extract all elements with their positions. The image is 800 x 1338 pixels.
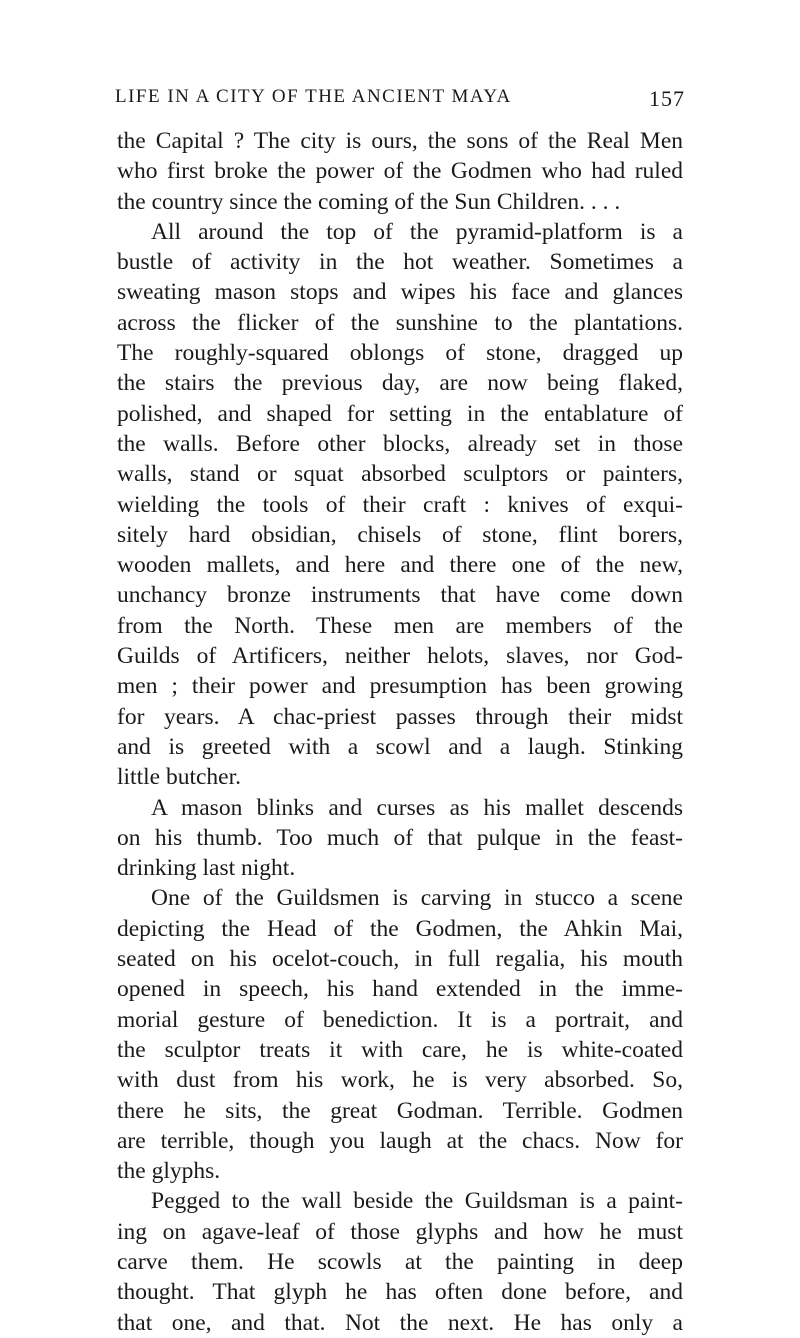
text-line: polished, and shaped for setting in the entablature of [117,400,683,427]
text-line: and is greeted with a scowl and a laugh. Stinking [117,733,683,760]
text-line: the glyphs. [117,1158,221,1185]
text-line: the sculptor treats it with care, he is white-coated [117,1036,683,1063]
text-line: One of the Guildsmen is carving in stucco a scene [151,885,683,912]
text-line: sitely hard obsidian, chisels of stone, flint borers, [117,521,683,548]
body-text [117,126,683,1338]
text-line: men ; their power and presumption has been growing [117,673,683,700]
text-line: The roughly-squared oblongs of stone, dragged up [117,340,683,367]
text-line: morial gesture of benediction. It is a portrait, and [117,1006,683,1033]
text-line: A mason blinks and curses as his mallet descends [151,794,683,821]
page-number: 157 [649,86,685,111]
text-line: depicting the Head of the Godmen, the Ahkin Mai, [117,915,683,942]
text-line: the walls. Before other blocks, already set in those [117,430,683,457]
text-line: thought. That glyph he has often done before, and [117,1279,683,1306]
text-line: ing on agave-leaf of those glyphs and how he must [117,1218,683,1245]
text-line: are terrible, though you laugh at the chacs. Now for [117,1127,683,1154]
text-line: bustle of activity in the hot weather. Sometimes a [117,249,683,276]
text-line: opened in speech, his hand extended in the imme- [117,976,683,1003]
text-line: the Capital ? The city is ours, the sons of the Real Men [117,128,683,154]
text-line: walls, stand or squat absorbed sculptors or painters, [117,461,683,488]
text-line: drinking last night. [117,855,296,882]
text-line: wooden mallets, and here and there one of the new, [117,552,683,579]
running-head [115,86,685,116]
text-line: who first broke the power of the Godmen who had ruled [117,158,683,185]
text-line: carve them. He scowls at the painting in deep [117,1248,683,1275]
text-line: sweating mason stops and wipes his face and glances [117,279,683,306]
text-line: Guilds of Artificers, neither helots, slaves, nor God- [117,643,683,670]
text-line: with dust from his work, he is very absorbed. So, [117,1067,683,1094]
text-line: All around the top of the pyramid-platform is a [151,218,683,245]
text-line: for years. A chac-priest passes through their midst [117,703,683,730]
text-line: the stairs the previous day, are now being flaked, [117,370,683,397]
text-line: across the flicker of the sunshine to the plantations. [117,309,683,336]
running-title: LIFE IN A CITY OF THE ANCIENT MAYA [115,86,512,107]
text-line: the country since the coming of the Sun Children. . . . [117,188,621,215]
text-line: from the North. These men are members of the [117,612,683,639]
text-line: little butcher. [117,764,241,791]
text-line: unchancy bronze instruments that have come down [117,582,683,609]
text-line: that one, and that. Not the next. He has only a [117,1309,683,1336]
text-line: Pegged to the wall beside the Guildsman is a paint- [151,1188,683,1215]
text-line: there he sits, the great Godman. Terrible. Godmen [117,1097,683,1124]
text-line: wielding the tools of their craft : knives of exqui- [117,491,683,518]
text-line: seated on his ocelot-couch, in full regalia, his mouth [117,946,683,973]
text-line: on his thumb. Too much of that pulque in the feast- [117,824,683,851]
